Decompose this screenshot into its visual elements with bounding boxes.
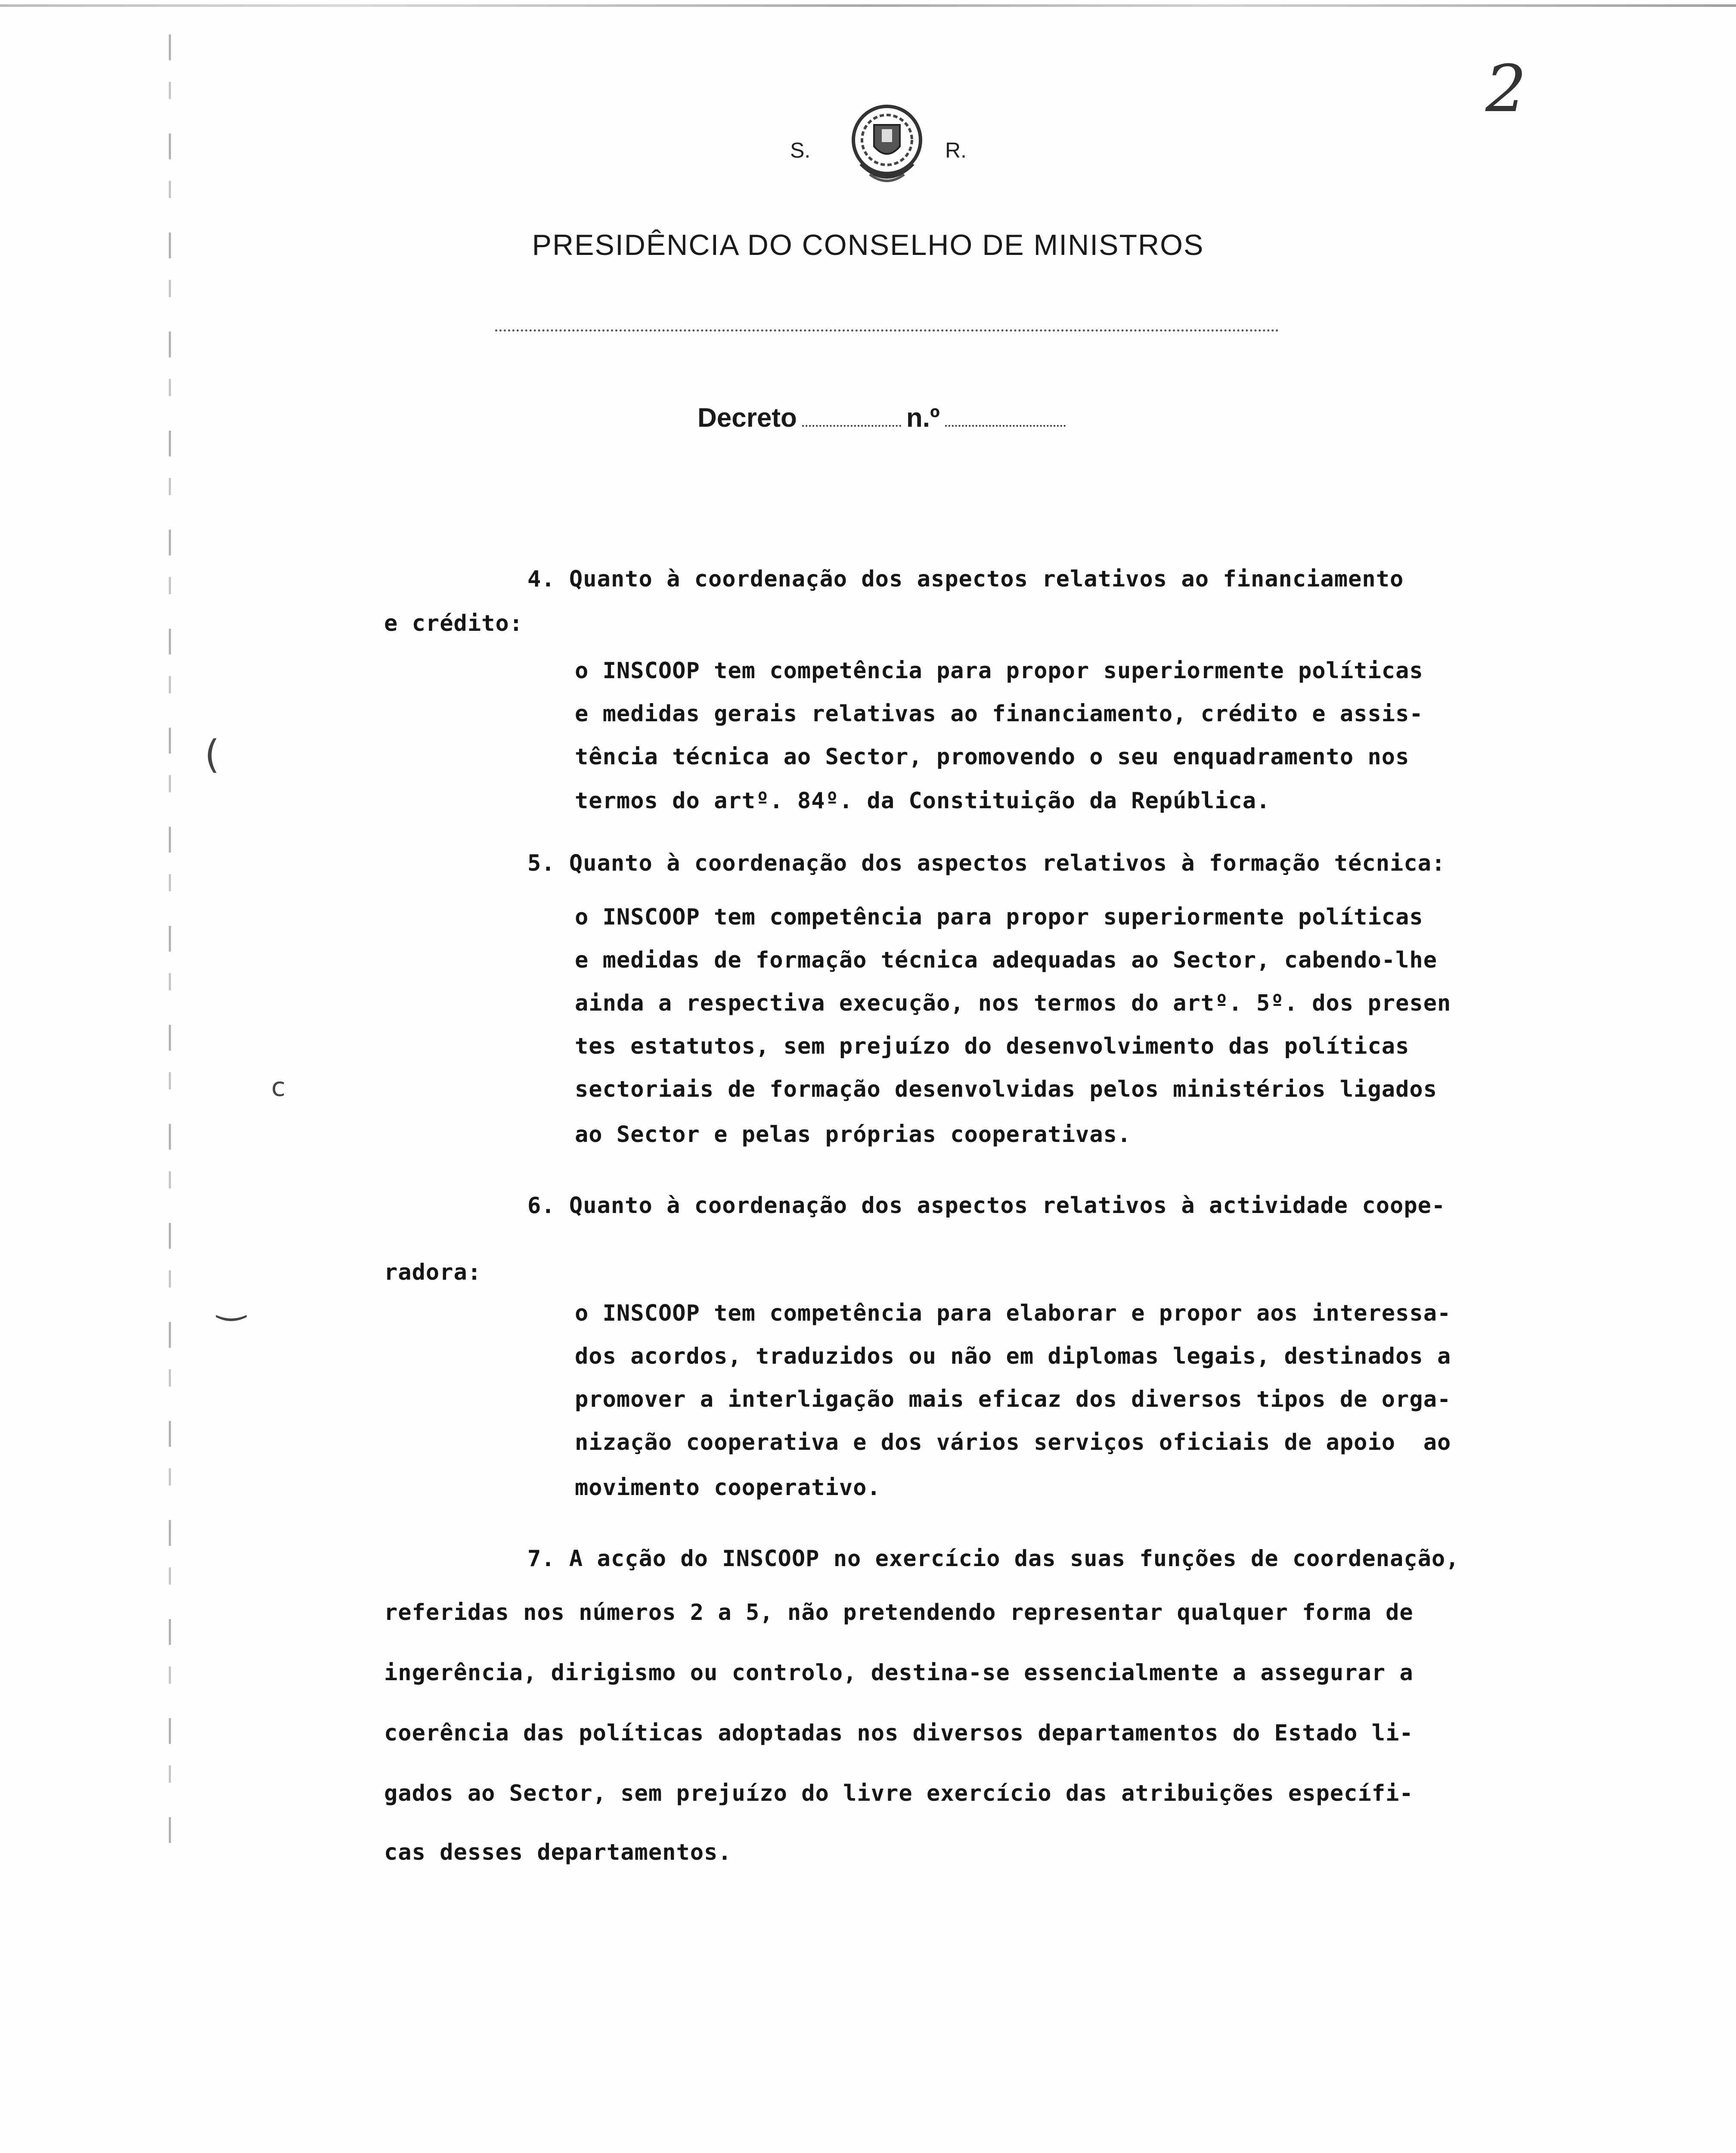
page-number: 2 [1485, 52, 1527, 127]
emblem-letter-left: S. [790, 138, 811, 162]
text-line: referidas nos números 2 a 5, não pretendendo representar qualquer forma de [384, 1600, 1414, 1626]
text-line: dos acordos, traduzidos ou não em diplomas legais, destinados a [575, 1343, 1451, 1369]
text-line: movimento cooperativo. [575, 1475, 881, 1501]
text-line: o INSCOOP tem competência para propor superiormente políticas [575, 904, 1423, 930]
scan-top-edge [0, 4, 1736, 7]
numero-blank [945, 421, 1066, 427]
text-line: e crédito: [384, 611, 524, 636]
coat-of-arms-icon [844, 99, 930, 194]
text-line: 7. A acção do INSCOOP no exercício das suas funções de coordenação, [527, 1546, 1460, 1572]
text-line: cas desses departamentos. [384, 1840, 732, 1865]
decreto-label: Decreto [698, 403, 797, 433]
margin-mark: c [271, 1072, 285, 1102]
text-line: nização cooperativa e dos vários serviços oficiais de apoio ao [575, 1430, 1451, 1455]
scan-left-edge [169, 34, 171, 1843]
emblem-letter-right: R. [945, 138, 967, 162]
text-line: ainda a respectiva execução, nos termos do artº. 5º. dos presen [575, 990, 1451, 1016]
text-line: ao Sector e pelas próprias cooperativas. [575, 1122, 1132, 1148]
text-line: coerência das políticas adoptadas nos diversos departamentos do Estado li- [384, 1720, 1414, 1746]
text-line: tes estatutos, sem prejuízo do desenvolvimento das políticas [575, 1033, 1410, 1059]
text-line: e medidas gerais relativas ao financiamento, crédito e assis- [575, 701, 1423, 727]
decreto-blank [802, 421, 901, 427]
text-line: radora: [384, 1260, 482, 1285]
text-line: gados ao Sector, sem prejuízo do livre exercício das atribuições específi- [384, 1781, 1414, 1806]
margin-mark: ( [205, 732, 220, 777]
text-line: 5. Quanto à coordenação dos aspectos relativos à formação técnica: [527, 850, 1446, 876]
dotted-rule [495, 329, 1279, 332]
text-line: o INSCOOP tem competência para propor superiormente políticas [575, 658, 1423, 684]
text-line: termos do artº. 84º. da Constituição da República. [575, 788, 1271, 814]
office-title: PRESIDÊNCIA DO CONSELHO DE MINISTROS [532, 229, 1204, 261]
text-line: e medidas de formação técnica adequadas ao Sector, cabendo-lhe [575, 947, 1438, 973]
decreto-line [698, 403, 1066, 433]
text-line: tência técnica ao Sector, promovendo o seu enquadramento nos [575, 744, 1410, 770]
text-line: 4. Quanto à coordenação dos aspectos relativos ao financiamento [527, 566, 1404, 592]
text-line: promover a interligação mais eficaz dos diversos tipos de orga- [575, 1387, 1451, 1412]
margin-mark: ‿ [217, 1281, 245, 1321]
text-line: 6. Quanto à coordenação dos aspectos relativos à actividade coope- [527, 1193, 1446, 1219]
numero-label: n.º [906, 403, 940, 433]
text-line: ingerência, dirigismo ou controlo, destina-se essencialmente a assegurar a [384, 1660, 1414, 1686]
text-line: sectoriais de formação desenvolvidas pelos ministérios ligados [575, 1076, 1438, 1102]
text-line: o INSCOOP tem competência para elaborar e propor aos interessa- [575, 1300, 1451, 1326]
